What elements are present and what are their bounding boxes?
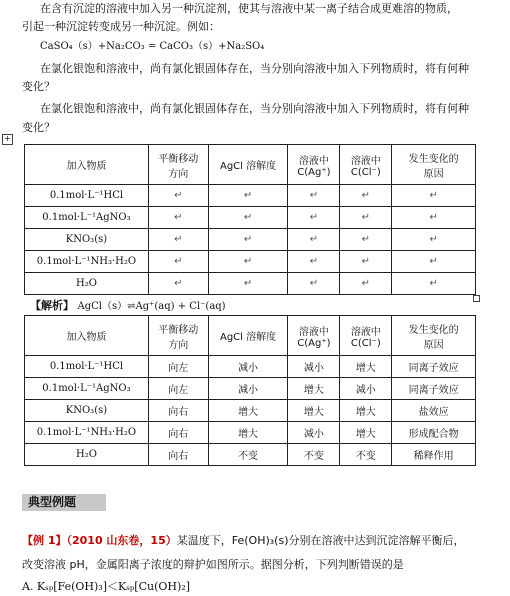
- cl-cell: 增大: [340, 356, 392, 378]
- blank-cell: ↵: [392, 185, 476, 207]
- section-heading: 典型例题: [22, 494, 106, 511]
- table-row: [25, 207, 476, 229]
- substance-cell: 0.1mol·L⁻¹NH₃·H₂O: [25, 251, 149, 273]
- blank-cell: ↵: [208, 207, 288, 229]
- blank-cell: ↵: [340, 273, 392, 295]
- ag-cell: 增大: [288, 400, 340, 422]
- blank-cell: ↵: [392, 207, 476, 229]
- header-solubility: AgCl 溶解度: [208, 316, 288, 356]
- header-ag: 溶液中 C(Ag⁺): [288, 316, 340, 356]
- substance-cell: H₂O: [25, 444, 149, 466]
- header-solubility: AgCl 溶解度: [208, 145, 288, 185]
- solubility-cell: 增大: [208, 422, 288, 444]
- example-line-2: 改变溶液 pH，金属阳离子浓度的辩护如图所示。据图分析，下列判断错误的是: [22, 558, 404, 571]
- header-substance: 加入物质: [25, 145, 149, 185]
- solubility-cell: 不变: [208, 444, 288, 466]
- answer-table-header: [25, 316, 476, 356]
- table-row: [25, 185, 476, 207]
- blank-cell: ↵: [208, 229, 288, 251]
- ag-cell: 减小: [288, 356, 340, 378]
- table-row: [25, 356, 476, 378]
- shift-cell: 向右: [148, 422, 208, 444]
- substance-cell: 0.1mol·L⁻¹AgNO₃: [25, 207, 149, 229]
- table-move-handle[interactable]: +: [2, 134, 13, 145]
- ag-cell: 减小: [288, 422, 340, 444]
- intro-line-1: 在含有沉淀的溶液中加入另一种沉淀剂，使其与溶液中某一离子结合成更难溶的物质，: [40, 2, 458, 15]
- blank-cell: ↵: [340, 251, 392, 273]
- table-row: [25, 273, 476, 295]
- blank-cell: ↵: [208, 273, 288, 295]
- blank-cell: ↵: [288, 185, 340, 207]
- blank-cell: ↵: [392, 251, 476, 273]
- question-table: [24, 144, 476, 295]
- table-row: [25, 251, 476, 273]
- example-line-1: [22, 532, 464, 548]
- shift-cell: 向左: [148, 356, 208, 378]
- ag-cell: 不变: [288, 444, 340, 466]
- blank-cell: ↵: [340, 229, 392, 251]
- analysis-label: 【解析】: [30, 299, 74, 312]
- cl-cell: 减小: [340, 378, 392, 400]
- header-substance: 加入物质: [25, 316, 149, 356]
- substance-cell: KNO₃(s): [25, 229, 149, 251]
- header-ag: 溶液中 C(Ag⁺): [288, 145, 340, 185]
- reason-cell: 同离子效应: [392, 378, 476, 400]
- question-1-line-b: 变化？: [22, 80, 55, 93]
- blank-cell: ↵: [288, 207, 340, 229]
- option-a: A. Kₛₚ[Fe(OH)₃]＜Kₛₚ[Cu(OH)₂]: [22, 580, 190, 593]
- cl-cell: 增大: [340, 400, 392, 422]
- blank-cell: ↵: [340, 207, 392, 229]
- table-row: [25, 378, 476, 400]
- header-reason: 发生变化的 原因: [392, 316, 476, 356]
- substance-cell: KNO₃(s): [25, 400, 149, 422]
- substance-cell: 0.1mol·L⁻¹NH₃·H₂O: [25, 422, 149, 444]
- table-row: [25, 444, 476, 466]
- shift-cell: 向右: [148, 400, 208, 422]
- analysis-line: [30, 297, 500, 316]
- blank-cell: ↵: [392, 273, 476, 295]
- header-shift: 平衡移动 方向: [148, 316, 208, 356]
- header-reason: 发生变化的 原因: [392, 145, 476, 185]
- blank-cell: ↵: [208, 185, 288, 207]
- header-cl: 溶液中 C(Cl⁻): [340, 145, 392, 185]
- table-row: [25, 400, 476, 422]
- header-shift: 平衡移动 方向: [148, 145, 208, 185]
- example-label: 【例 1】（2010 山东卷，15）: [22, 534, 177, 547]
- cl-cell: 增大: [340, 422, 392, 444]
- shift-cell: 向左: [148, 378, 208, 400]
- blank-cell: ↵: [148, 251, 208, 273]
- blank-cell: ↵: [340, 185, 392, 207]
- substance-cell: 0.1mol·L⁻¹AgNO₃: [25, 378, 149, 400]
- reason-cell: 形成配合物: [392, 422, 476, 444]
- header-cl: 溶液中 C(Cl⁻): [340, 316, 392, 356]
- solubility-cell: 减小: [208, 378, 288, 400]
- intro-line-2: 引起一种沉淀转变成另一种沉淀。例如：: [22, 20, 220, 33]
- blank-cell: ↵: [148, 185, 208, 207]
- blank-cell: ↵: [148, 273, 208, 295]
- blank-cell: ↵: [288, 251, 340, 273]
- blank-cell: ↵: [208, 251, 288, 273]
- question-2-line-b: 变化？: [22, 121, 55, 134]
- question-table-header: [25, 145, 476, 185]
- reason-cell: 同离子效应: [392, 356, 476, 378]
- blank-cell: ↵: [392, 229, 476, 251]
- blank-cell: ↵: [148, 207, 208, 229]
- question-1-line-a: 在氯化银饱和溶液中，尚有氯化银固体存在，当分别向溶液中加入下列物质时，将有何种: [40, 62, 469, 75]
- question-2-line-a: 在氯化银饱和溶液中，尚有氯化银固体存在，当分别向溶液中加入下列物质时，将有何种: [40, 102, 469, 115]
- solubility-cell: 增大: [208, 400, 288, 422]
- answer-table: [24, 315, 476, 466]
- solubility-cell: 减小: [208, 356, 288, 378]
- reason-cell: 稀释作用: [392, 444, 476, 466]
- blank-cell: ↵: [148, 229, 208, 251]
- substance-cell: H₂O: [25, 273, 149, 295]
- analysis-equation: AgCl（s）⇌Ag⁺(aq) + Cl⁻(aq): [77, 301, 226, 312]
- table-row: [25, 229, 476, 251]
- table-row: [25, 422, 476, 444]
- ag-cell: 增大: [288, 378, 340, 400]
- blank-cell: ↵: [288, 229, 340, 251]
- precipitation-equation: CaSO₄（s）+Na₂CO₃ = CaCO₃（s）+Na₂SO₄: [40, 41, 265, 52]
- example-text-1: 某温度下，Fe(OH)₃(s)分别在溶液中达到沉淀溶解平衡后，: [176, 534, 465, 547]
- blank-cell: ↵: [288, 273, 340, 295]
- substance-cell: 0.1mol·L⁻¹HCl: [25, 356, 149, 378]
- substance-cell: 0.1mol·L⁻¹HCl: [25, 185, 149, 207]
- shift-cell: 向右: [148, 444, 208, 466]
- cl-cell: 不变: [340, 444, 392, 466]
- reason-cell: 盐效应: [392, 400, 476, 422]
